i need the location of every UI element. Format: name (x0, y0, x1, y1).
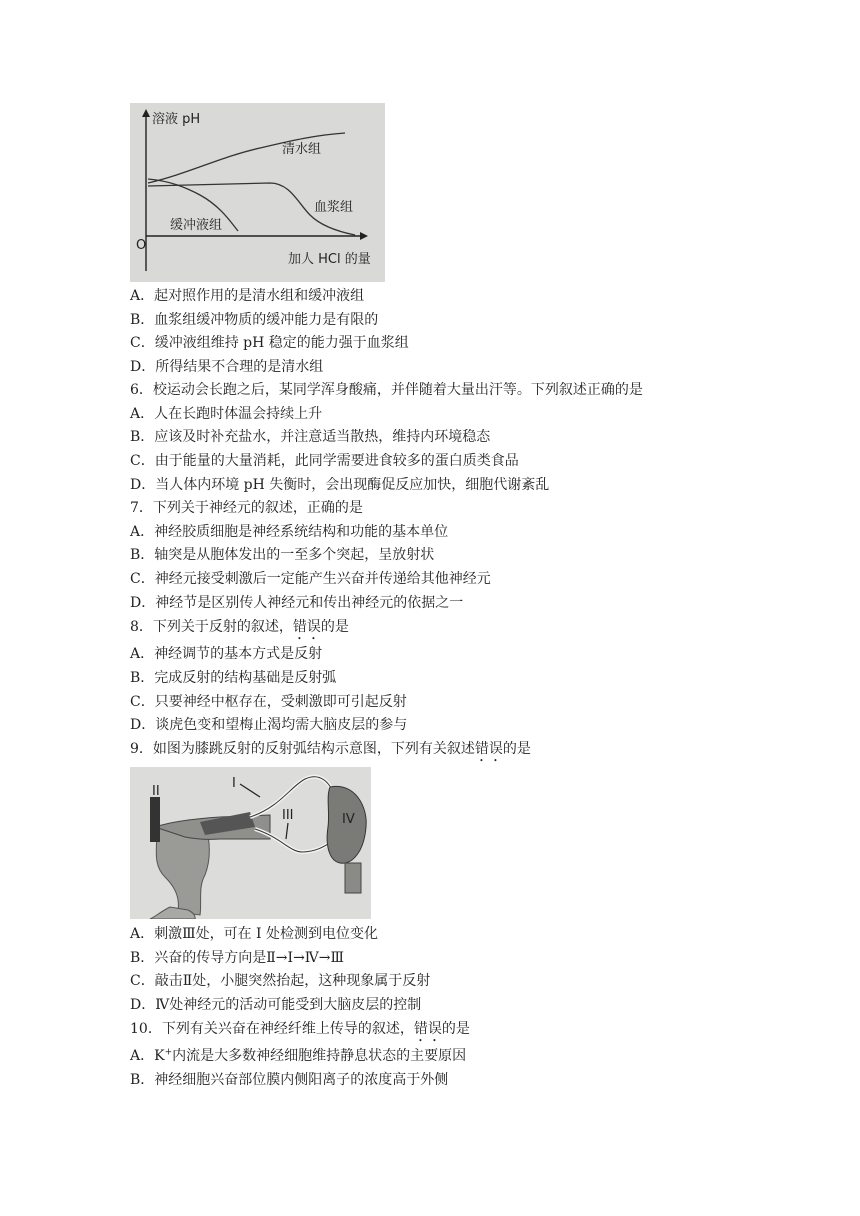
q5-option-d: D．所得结果不合理的是清水组 (130, 359, 324, 375)
y-axis-arrow (142, 109, 150, 117)
q9-stem-pre: 9．如图为膝跳反射的反射弧结构示意图，下列有关叙述 (130, 741, 475, 757)
water-series-label: 清水组 (282, 142, 322, 157)
y-axis-label: 溶液 pH (152, 112, 201, 127)
q6-option-b: B．应该及时补充盐水，并注意适当散热，维持内环境稳态 (130, 429, 491, 445)
q10-option-a (130, 1047, 466, 1065)
spinal-cord-base (345, 863, 361, 893)
q7-option-c: C．神经元接受刺激后一定能产生兴奋并传递给其他神经元 (130, 571, 491, 587)
q8-stem-emphasis: 错误 (292, 619, 321, 635)
q10-option-a-pre: A．K (130, 1048, 165, 1064)
buffer-series-label: 缓冲液组 (170, 218, 223, 233)
q10-stem-emphasis: 错误 (413, 1021, 442, 1037)
label-II: II (152, 784, 160, 799)
q8-option-a: A．神经调节的基本方式是反射 (130, 646, 323, 662)
q5-option-a: A．起对照作用的是清水组和缓冲液组 (130, 288, 365, 304)
q9-stem-emphasis: 错误 (474, 741, 503, 757)
water-curve (148, 133, 345, 183)
q7-stem: 7．下列关于神经元的叙述，正确的是 (130, 500, 363, 516)
label-I-arrow (240, 784, 260, 797)
leg-shape (155, 827, 209, 915)
q9-option-b: B．兴奋的传导方向是Ⅱ→I→Ⅳ→Ⅲ (130, 950, 345, 966)
hammer-handle (150, 797, 160, 842)
q10-option-b: B．神经细胞兴奋部位膜内侧阳离子的浓度高于外侧 (130, 1072, 449, 1088)
q6-option-c: C．由于能量的大量消耗，此同学需要进食较多的蛋白质类食品 (130, 453, 519, 469)
q8-option-d: D．谈虎色变和望梅止渴均需大脑皮层的参与 (130, 717, 408, 733)
q7-option-a: A．神经胶质细胞是神经系统结构和功能的基本单位 (130, 524, 449, 540)
q10-stem (130, 1020, 470, 1045)
q9-stem-post: 的是 (502, 741, 531, 757)
x-axis-label: 加人 HCl 的量 (288, 252, 371, 267)
q10-option-a-post: 内流是大多数神经细胞维持静息状态的主要原因 (172, 1048, 467, 1064)
q9-option-c: C．敲击Ⅱ处，小腿突然抬起，这种现象属于反射 (130, 973, 431, 989)
label-III-arrow (286, 823, 288, 839)
q8-option-c: C．只要神经中枢存在，受刺激即可引起反射 (130, 694, 407, 710)
origin-label: O (136, 238, 147, 253)
q7-option-b: B．轴突是从胞体发出的一至多个突起，呈放射状 (130, 547, 435, 563)
q10-stem-pre: 10．下列有关兴奋在神经纤维上传导的叙述， (130, 1021, 414, 1037)
ph-figure (130, 103, 385, 282)
q10-option-a-sup: + (164, 1047, 173, 1058)
q5-option-c: C．缓冲液组维持 pH 稳定的能力强于血浆组 (130, 335, 409, 351)
ph-chart (130, 103, 385, 282)
reflex-arc-diagram (130, 767, 371, 919)
q8-stem (130, 618, 349, 643)
reflex-arc-figure (130, 767, 371, 919)
q7-option-d: D．神经节是区别传人神经元和传出神经元的依据之一 (130, 595, 464, 611)
q6-stem: 6．校运动会长跑之后，某同学浑身酸痛，并伴随着大量出汗等。下列叙述正确的是 (130, 382, 643, 398)
q6-option-a: A．人在长跑时体温会持续上升 (130, 406, 323, 422)
q6-option-d: D．当人体内环境 pH 失衡时，会出现酶促反应加快，细胞代谢紊乱 (130, 477, 550, 493)
label-IV: IV (342, 812, 355, 827)
q8-stem-post: 的是 (320, 619, 349, 635)
x-axis-arrow (360, 232, 368, 240)
q8-option-b: B．完成反射的结构基础是反射弧 (130, 670, 337, 686)
q8-stem-pre: 8．下列关于反射的叙述， (130, 619, 293, 635)
q5-option-b: B．血浆组缓冲物质的缓冲能力是有限的 (130, 312, 379, 328)
label-I: I (232, 776, 236, 791)
q9-option-a: A．刺激Ⅲ处，可在 I 处检测到电位变化 (130, 926, 379, 942)
q9-stem (130, 740, 531, 765)
plasma-series-label: 血浆组 (314, 200, 354, 215)
label-III: III (282, 808, 294, 823)
q9-option-d: D．Ⅳ处神经元的活动可能受到大脑皮层的控制 (130, 997, 422, 1013)
q10-stem-post: 的是 (441, 1021, 470, 1037)
